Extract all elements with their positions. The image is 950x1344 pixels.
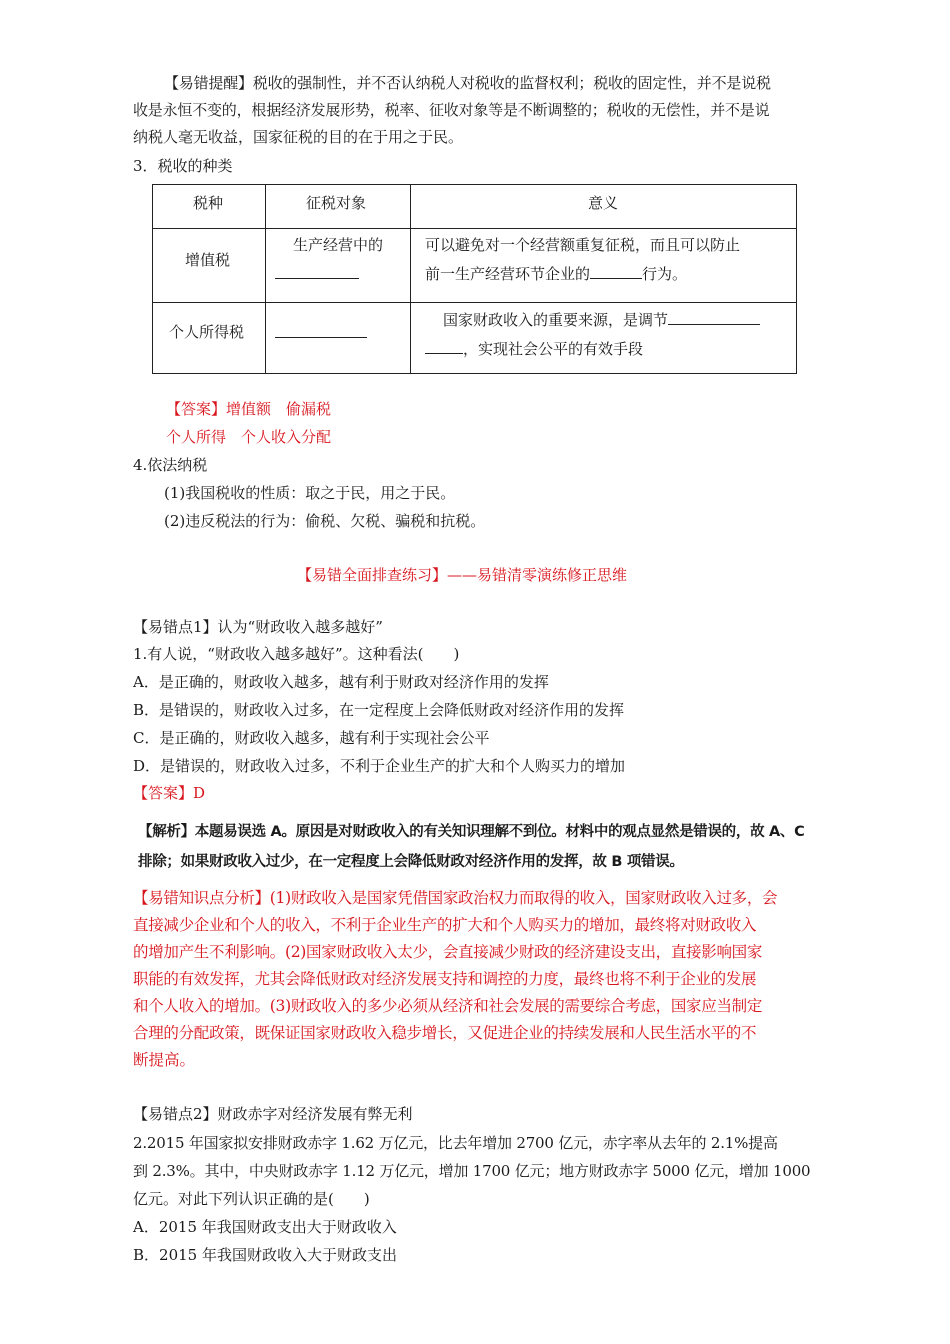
section-4-item-2: (2)违反税法的行为：偷税、欠税、骗税和抗税。 <box>164 512 486 530</box>
table-header-meaning: 意义 <box>588 194 619 212</box>
question-2-stem-line-1: 2.2015 年国家拟安排财政赤字 1.62 万亿元，比去年增加 2700 亿元，赤字率从去年的 2.1%提高 <box>133 1134 778 1152</box>
question-1-option-b: B．是错误的，财政收入过多，在一定程度上会降低财政对经济作用的发挥 <box>133 701 625 719</box>
table-cell-vat-meaning-2: 前一生产经营环节企业的 行为。 <box>425 265 688 283</box>
section-3-title: 3．税收的种类 <box>133 157 233 175</box>
section-4-title: 4.依法纳税 <box>133 456 208 474</box>
practice-heading: 【易错全面排查练习】——易错清零演练修正思维 <box>297 566 628 584</box>
question-2-stem-line-2: 到 2.3%。其中，中央财政赤字 1.12 万亿元，增加 1700 亿元；地方财政赤字 5000 亿元，增加 1000 <box>133 1162 811 1180</box>
table-blank-pit-object <box>275 323 367 342</box>
question-2-stem-line-3: 亿元。对此下列认识正确的是( ) <box>133 1190 370 1208</box>
question-1-answer: 【答案】D <box>133 784 206 802</box>
table-cell-pit-meaning-2: ，实现社会公平的有效手段 <box>425 339 643 358</box>
intro-line-3: 纳税人毫无收益，国家征税的目的在于用之于民。 <box>133 128 464 146</box>
question-1-option-a: A．是正确的，财政收入越多，越有利于财政对经济作用的发挥 <box>133 673 549 691</box>
table-blank-vat-object <box>275 264 359 283</box>
table-cell-vat-meaning-1: 可以避免对一个经营额重复征税，而且可以防止 <box>425 236 741 254</box>
question-1-analysis-line-1: 【解析】本题易误选 A。原因是对财政收入的有关知识理解不到位。材料中的观点显然是错误的，故 A、C <box>138 824 805 840</box>
question-1-option-d: D．是错误的，财政收入过多，不利于企业生产的扩大和个人购买力的增加 <box>133 757 626 775</box>
question-2-option-a: A．2015 年我国财政支出大于财政收入 <box>133 1218 397 1236</box>
table-answer-line-1: 【答案】增值额 偷漏税 <box>166 400 332 418</box>
question-1-stem: 1.有人说，“财政收入越多越好”。这种看法( ) <box>133 645 460 663</box>
question-2-option-b: B．2015 年我国财政收入大于财政支出 <box>133 1246 397 1264</box>
knowledge-analysis-line-7: 断提高。 <box>133 1051 196 1069</box>
question-1-option-c: C．是正确的，财政收入越多，越有利于实现社会公平 <box>133 729 490 747</box>
section-4-item-1: (1)我国税收的性质：取之于民，用之于民。 <box>164 484 456 502</box>
point-1-title: 【易错点1】认为“财政收入越多越好” <box>133 618 383 636</box>
intro-line-1: 【易错提醒】税收的强制性，并不否认纳税人对税收的监督权利；税收的固定性，并不是说税 <box>164 74 771 92</box>
question-1-analysis-line-2: 排除；如果财政收入过少，在一定程度上会降低财政对经济作用的发挥，故 B 项错误。 <box>138 854 684 870</box>
table-cell-pit-name: 个人所得税 <box>169 323 245 341</box>
knowledge-analysis-line-1: 【易错知识点分析】(1)财政收入是国家凭借国家政治权力而取得的收入，国家财政收入过多，会 <box>133 889 778 907</box>
point-2-title: 【易错点2】财政赤字对经济发展有弊无利 <box>133 1105 413 1123</box>
table-cell-vat-object: 生产经营中的 <box>293 236 384 254</box>
knowledge-analysis-line-3: 的增加产生不利影响。(2)国家财政收入太少，会直接减少财政的经济建设支出，直接影响国家 <box>133 943 763 961</box>
knowledge-analysis-line-6: 合理的分配政策，既保证国家财政收入稳步增长，又促进企业的持续发展和人民生活水平的不 <box>133 1024 757 1042</box>
intro-line-2: 收是永恒不变的，根据经济发展形势，税率、征收对象等是不断调整的；税收的无偿性，并不是说 <box>133 101 770 119</box>
table-cell-vat-name: 增值税 <box>185 251 231 269</box>
table-cell-pit-meaning-1: 国家财政收入的重要来源，是调节 <box>443 310 760 329</box>
table-answer-line-2: 个人所得 个人收入分配 <box>166 428 332 446</box>
table-header-tax: 税种 <box>193 194 224 212</box>
table-header-object: 征税对象 <box>306 194 367 212</box>
knowledge-analysis-line-5: 和个人收入的增加。(3)财政收入的多少必须从经济和社会发展的需要综合考虑，国家应当制定 <box>133 997 763 1015</box>
knowledge-analysis-line-2: 直接减少企业和个人的收入，不利于企业生产的扩大和个人购买力的增加，最终将对财政收入 <box>133 916 757 934</box>
tax-types-table <box>152 184 797 374</box>
knowledge-analysis-line-4: 职能的有效发挥，尤其会降低财政对经济发展支持和调控的力度，最终也将不利于企业的发展 <box>133 970 757 988</box>
